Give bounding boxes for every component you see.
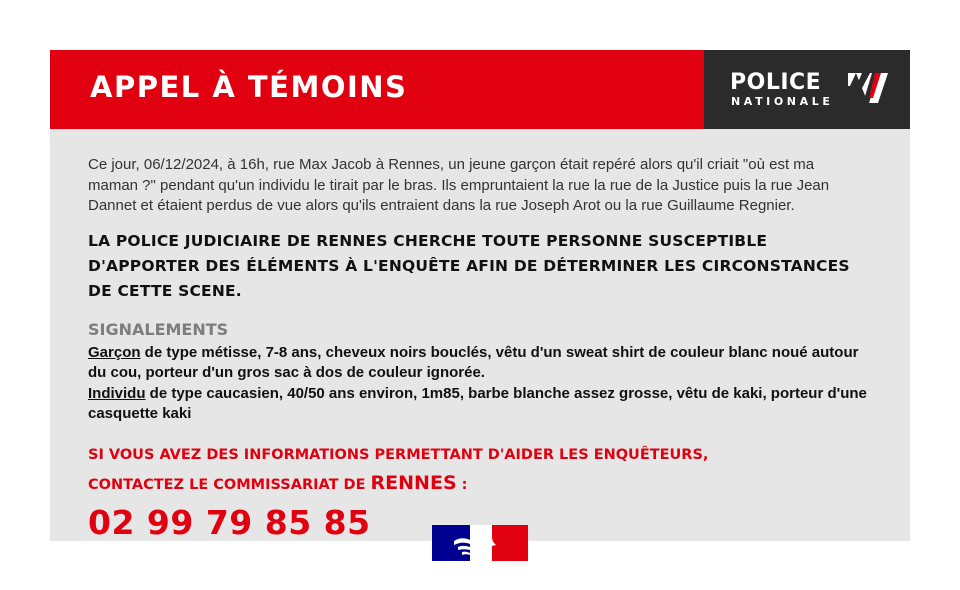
intro-paragraph: Ce jour, 06/12/2024, à 16h, rue Max Jacob à Rennes, un jeune garçon était repéré alors qu'il criait "où est ma maman ?" pendant qu'un individu le tirait par le bras. Ils empruntaient la rue la rue de la Justice puis la rue Jean Dannet et étaient perdus de vue alors qu'ils entraient dans la rue Joseph Arot ou la rue Guillaume Regnier. bbox=[88, 156, 830, 214]
contact-line1: SI VOUS AVEZ DES INFORMATIONS PERMETTANT D'AIDER LES ENQUÊTEURS, bbox=[88, 446, 709, 463]
description-item bbox=[88, 385, 867, 423]
signalements-heading: SIGNALEMENTS bbox=[88, 319, 229, 339]
police-logo bbox=[704, 50, 910, 129]
description-text: de type métisse, 7-8 ans, cheveux noirs bouclés, vêtu d'un sweat shirt de couleur blanc noué autour du cou, porteur d'un gros sac à dos de couleur ignorée. bbox=[88, 343, 859, 381]
header-title-area bbox=[50, 50, 704, 129]
description-label: Garçon bbox=[88, 343, 141, 361]
appeal-card bbox=[50, 50, 910, 541]
description-label: Individu bbox=[88, 384, 146, 402]
phone-number: 02 99 79 85 85 bbox=[88, 502, 371, 542]
header-banner bbox=[50, 50, 910, 129]
marianne-republique-francaise-logo-icon bbox=[432, 525, 528, 561]
description-item bbox=[88, 344, 858, 382]
logo-text-police: POLICE bbox=[730, 70, 822, 95]
appeal-statement: LA POLICE JUDICIAIRE DE RENNES CHERCHE TOUTE PERSONNE SUSCEPTIBLE D'APPORTER DES ÉLÉMENTS À L'ENQUÊTE AFIN DE DÉTERMINER LES CIRCONSTANCES DE CETTE SCENE. bbox=[88, 231, 850, 300]
content-area bbox=[88, 155, 868, 542]
page-title: APPEL À TÉMOINS bbox=[90, 70, 408, 104]
contact-line2: CONTACTEZ LE COMMISSARIAT DE bbox=[88, 476, 371, 493]
logo-text-nationale: NATIONALE bbox=[731, 95, 834, 108]
contact-city: RENNES bbox=[370, 471, 457, 494]
contact-suffix: : bbox=[456, 476, 468, 493]
description-text: de type caucasien, 40/50 ans environ, 1m85, barbe blanche assez grosse, vêtu de kaki, porteur d'une casquette kaki bbox=[88, 384, 867, 422]
description-list bbox=[88, 343, 868, 425]
contact-instructions bbox=[88, 441, 868, 499]
police-nationale-emblem-icon bbox=[848, 72, 888, 104]
